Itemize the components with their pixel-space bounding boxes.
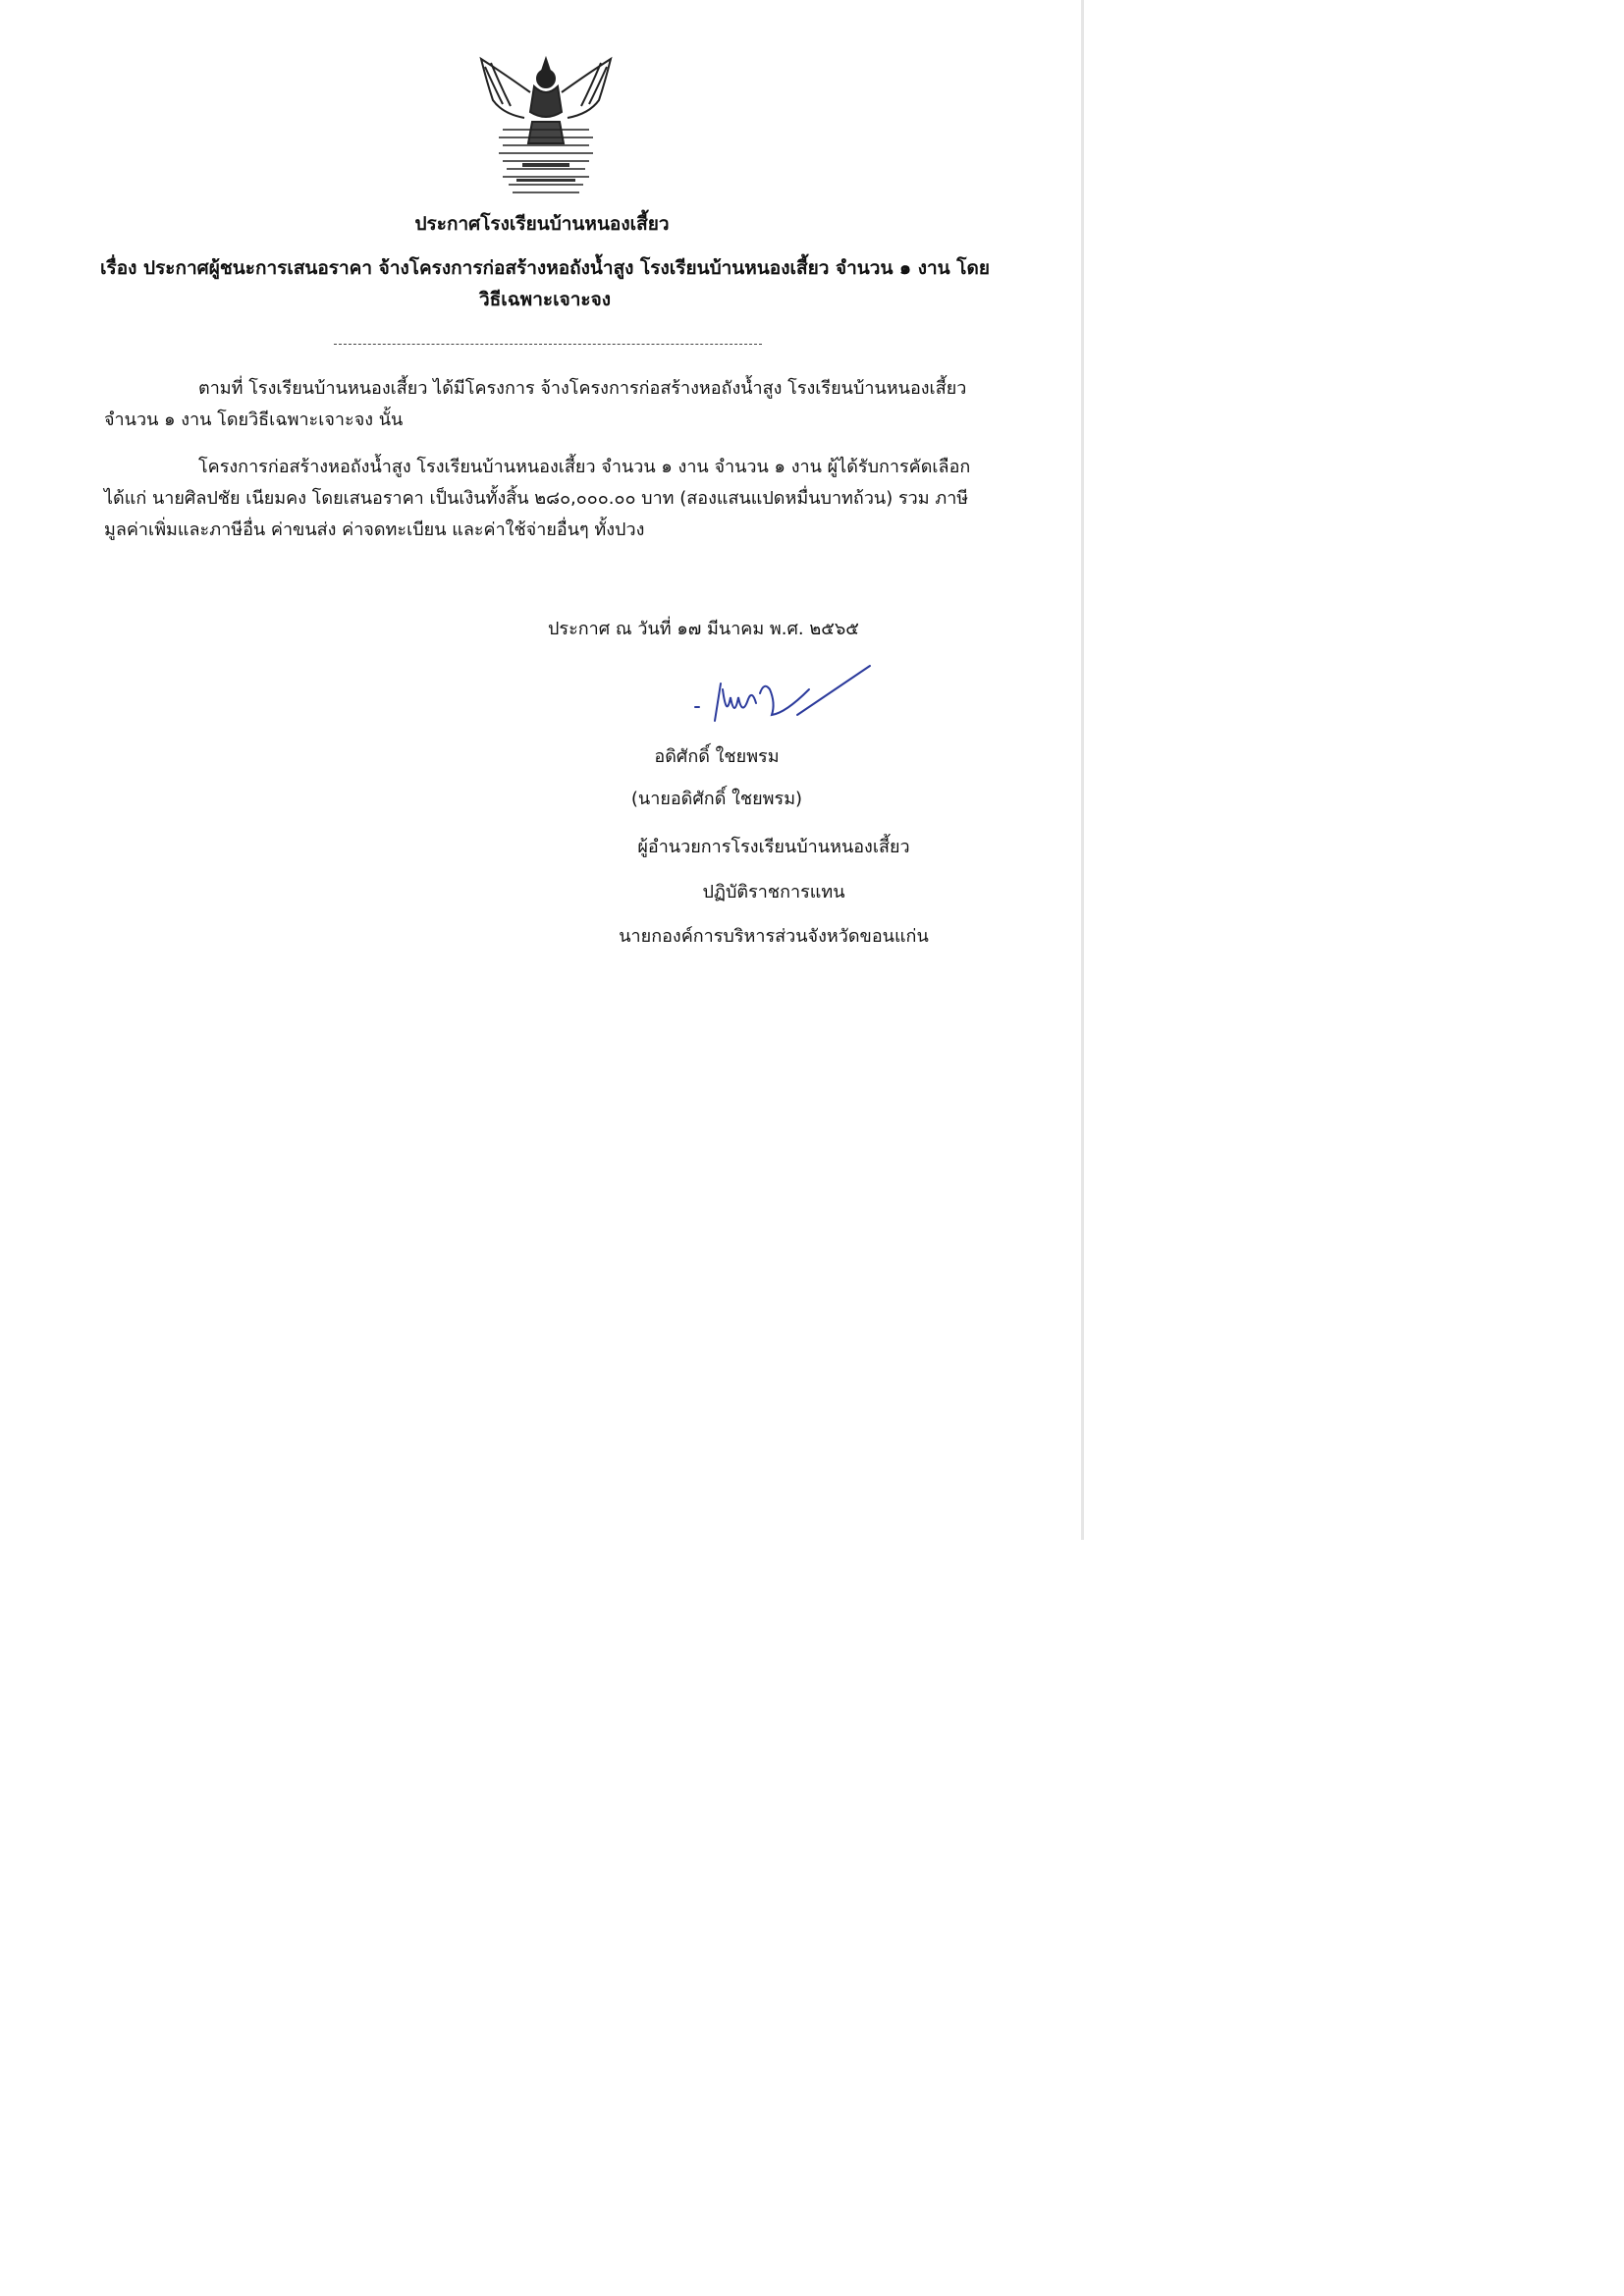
divider xyxy=(334,344,762,345)
announcement-title: ประกาศโรงเรียนบ้านหนองเสี้ยว xyxy=(414,213,670,235)
body-paragraph-2: โครงการก่อสร้างหอถังน้ำสูง โรงเรียนบ้านหนองเสี้ยว จำนวน ๑ งาน จำนวน ๑ งาน ผู้ได้รับการคัดเลือก ได้แก่ นายศิลปชัย เนียมคง โดยเสนอราคา เป็นเงินทั้งสิ้น ๒๘๐,๐๐๐.๐๐ บาท (สองแสนแปดหมื่นบาทถ้วน) รวม ภาษีมูลค่าเพิ่มและภาษีอื่น ค่าขนส่ง ค่าจดทะเบียน และค่าใช้จ่ายอื่นๆ ทั้งปวง xyxy=(104,457,971,540)
announcement-date: ประกาศ ณ วันที่ ๑๗ มีนาคม พ.ศ. ๒๕๖๕ xyxy=(548,619,859,639)
announcement-subject: เรื่อง ประกาศผู้ชนะการเสนอราคา จ้างโครงการก่อสร้างหอถังน้ำสูง โรงเรียนบ้านหนองเสี้ยว จำนวน ๑ งาน โดย วิธีเฉพาะเจาะจง xyxy=(100,257,990,310)
scan-edge xyxy=(1081,0,1084,1540)
handwritten-signature-icon xyxy=(687,660,884,738)
signer-acting: ปฏิบัติราชการแทน xyxy=(702,882,845,902)
signer-signed-name: อดิศักดิ์ ใชยพรม xyxy=(654,746,780,767)
document-page xyxy=(0,0,1084,1540)
signer-full-name: (นายอดิศักดิ์ ใชยพรม) xyxy=(630,789,803,809)
signer-on-behalf-of: นายกองค์การบริหารส่วนจังหวัดขอนแก่น xyxy=(619,926,929,947)
body-paragraph-1: ตามที่ โรงเรียนบ้านหนองเสี้ยว ได้มีโครงการ จ้างโครงการก่อสร้างหอถังน้ำสูง โรงเรียนบ้านหนองเสี้ยว จำนวน ๑ งาน โดยวิธีเฉพาะเจาะจง นั้น xyxy=(104,378,967,430)
garuda-emblem-icon xyxy=(473,53,619,202)
signer-position: ผู้อำนวยการโรงเรียนบ้านหนองเสี้ยว xyxy=(637,837,910,857)
